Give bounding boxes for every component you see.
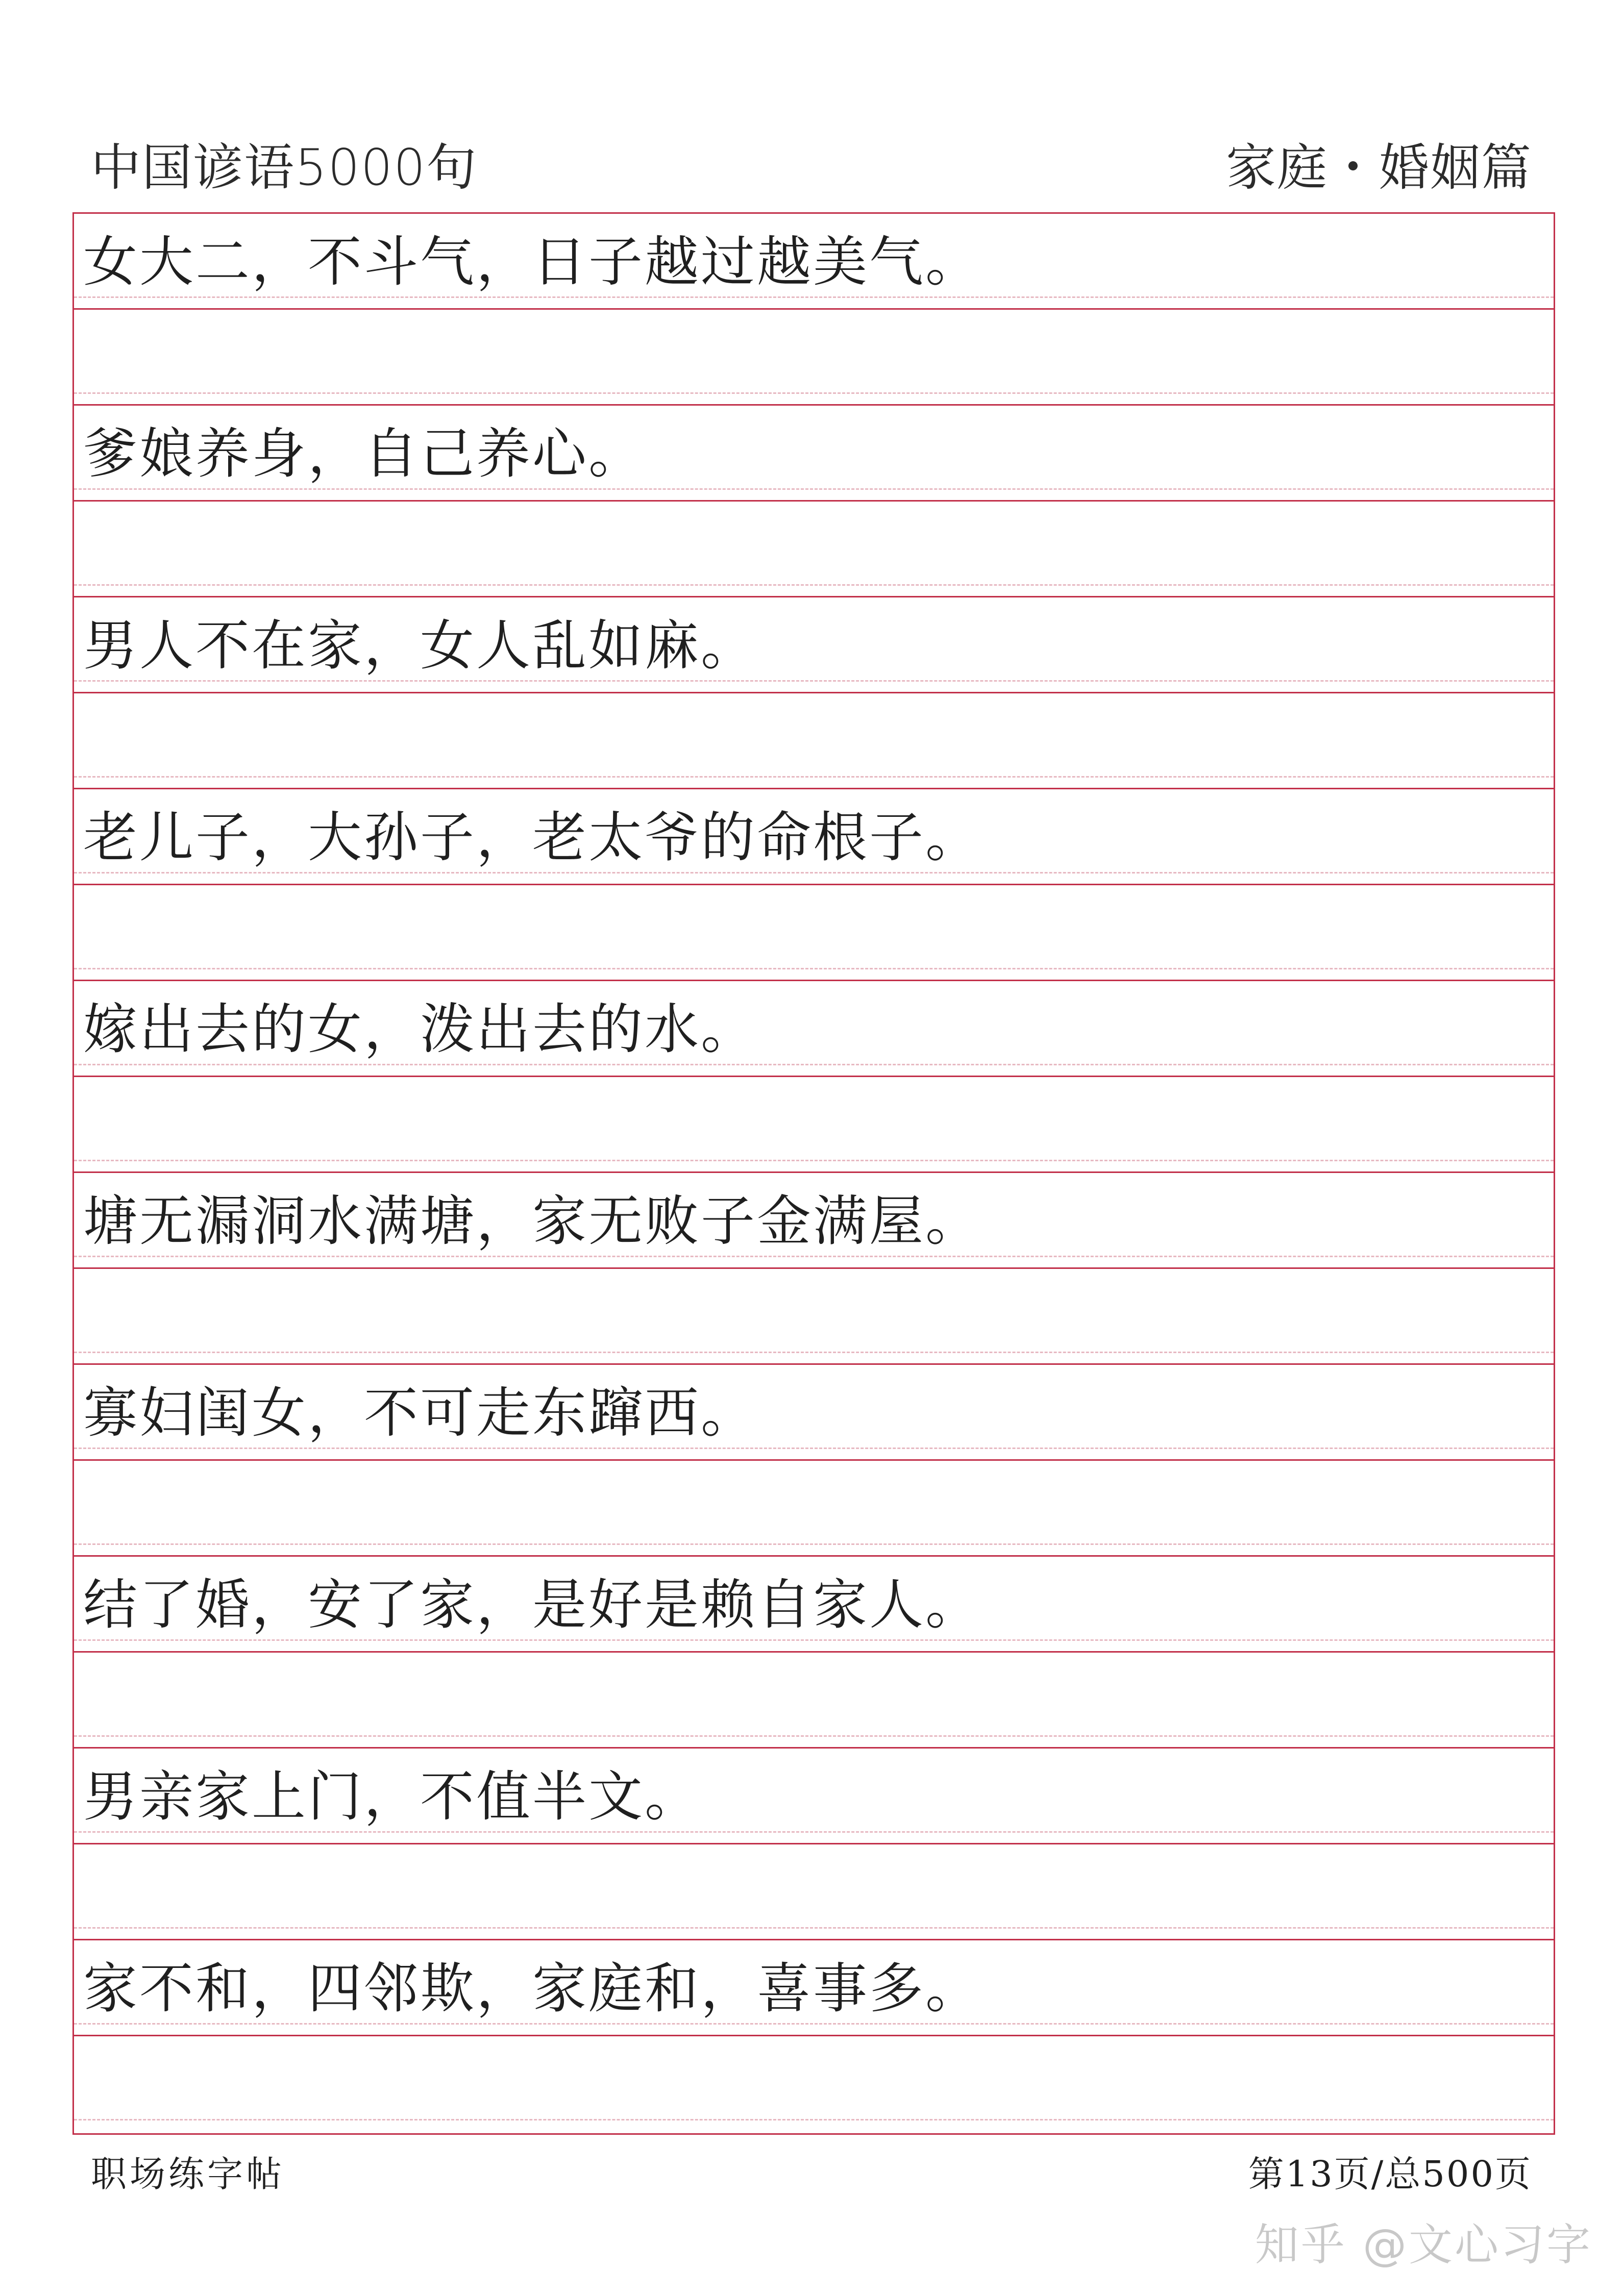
- proverb-text: 家不和，四邻欺，家庭和，喜事多。: [83, 1957, 981, 2020]
- guide-line: [74, 680, 1554, 682]
- proverb-text: 寡妇闺女，不可走东蹿西。: [83, 1382, 757, 1444]
- guide-line: [74, 1831, 1554, 1833]
- book-title: 中国谚语5000句: [91, 139, 478, 197]
- footer-series-name: 职场练字帖: [91, 2153, 285, 2195]
- guide-line: [74, 392, 1554, 394]
- blank-practice-row: [74, 884, 1554, 980]
- proverb-row: [74, 1747, 1554, 1843]
- blank-practice-row: [74, 1843, 1554, 1939]
- guide-line: [74, 1543, 1554, 1545]
- proverb-row: [74, 980, 1554, 1076]
- guide-line: [74, 1448, 1554, 1449]
- chapter-title: 家庭・婚姻篇: [1225, 139, 1532, 197]
- proverb-text: 女大二，不斗气，日子越过越美气。: [83, 231, 981, 293]
- guide-line: [74, 1735, 1554, 1737]
- blank-practice-row: [74, 1459, 1554, 1555]
- guide-line: [74, 1160, 1554, 1161]
- page-header: [91, 122, 1532, 199]
- guide-line: [74, 488, 1554, 490]
- blank-practice-row: [74, 1076, 1554, 1171]
- proverb-row: [74, 596, 1554, 692]
- proverb-text: 结了婚，安了家，是好是赖自家人。: [83, 1574, 981, 1636]
- blank-practice-row: [74, 1651, 1554, 1747]
- proverb-text: 男亲家上门，不值半文。: [83, 1765, 701, 1828]
- guide-line: [74, 1639, 1554, 1641]
- blank-practice-row: [74, 1267, 1554, 1363]
- proverb-text: 嫁出去的女，泼出去的水。: [83, 998, 757, 1061]
- watermark: 知乎 @文心习字: [1255, 2219, 1592, 2270]
- grid-bottom-border: [74, 2133, 1554, 2135]
- proverb-text: 老儿子，大孙子，老太爷的命根子。: [83, 806, 981, 869]
- proverb-row: [74, 1939, 1554, 2035]
- proverb-row: [74, 788, 1554, 884]
- guide-line: [74, 2119, 1554, 2120]
- guide-line: [74, 1256, 1554, 1257]
- guide-line: [74, 2023, 1554, 2025]
- practice-grid: [72, 212, 1555, 2135]
- proverb-row: [74, 1555, 1554, 1651]
- blank-practice-row: [74, 500, 1554, 596]
- guide-line: [74, 776, 1554, 778]
- page-number: 第13页/总500页: [1248, 2153, 1532, 2195]
- proverb-text: 爹娘养身，自己养心。: [83, 422, 645, 485]
- blank-practice-row: [74, 2035, 1554, 2135]
- blank-practice-row: [74, 308, 1554, 404]
- guide-line: [74, 584, 1554, 586]
- guide-line: [74, 1927, 1554, 1929]
- blank-practice-row: [74, 692, 1554, 788]
- proverb-row: [74, 1363, 1554, 1459]
- guide-line: [74, 1064, 1554, 1065]
- proverb-text: 男人不在家，女人乱如麻。: [83, 614, 757, 677]
- guide-line: [74, 296, 1554, 298]
- proverb-row: [74, 404, 1554, 500]
- page-footer: [91, 2145, 1532, 2202]
- guide-line: [74, 968, 1554, 969]
- proverb-row: [74, 1171, 1554, 1267]
- proverb-text: 塘无漏洞水满塘，家无败子金满屋。: [83, 1190, 981, 1253]
- guide-line: [74, 1352, 1554, 1353]
- guide-line: [74, 872, 1554, 874]
- proverb-row: [74, 212, 1554, 308]
